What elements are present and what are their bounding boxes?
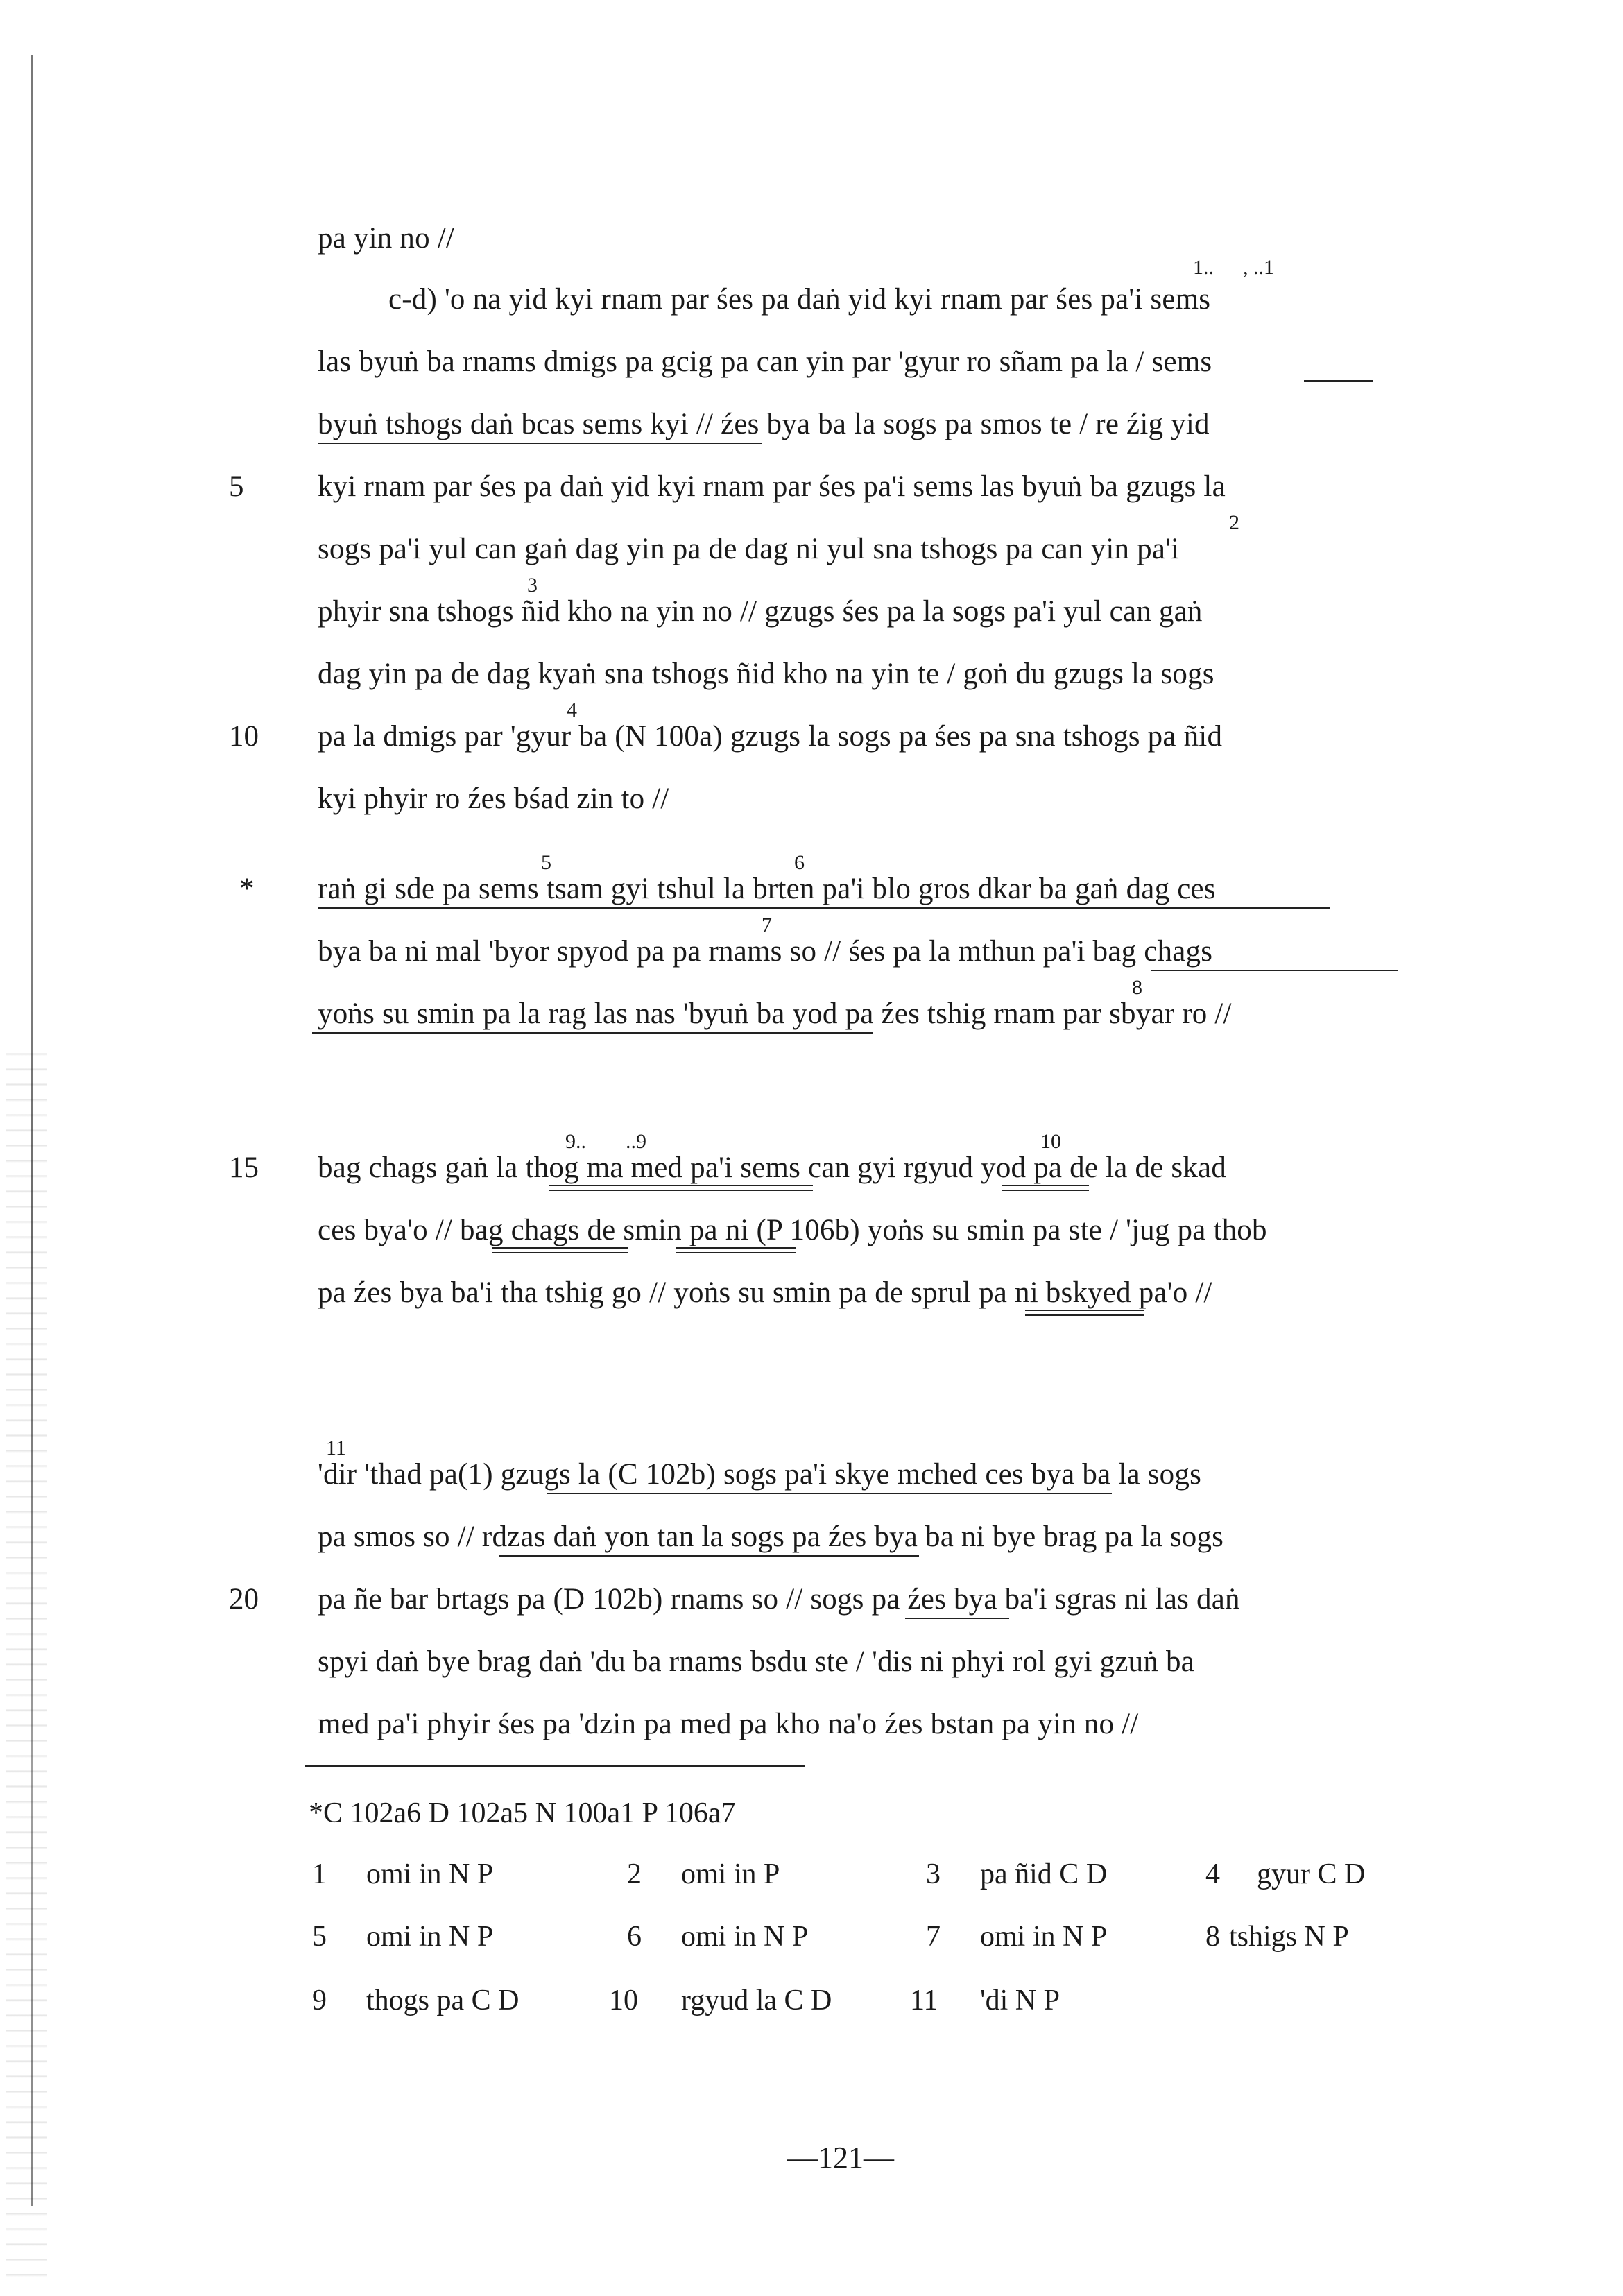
section-marker: * [239, 873, 255, 905]
note-marker: , ..1 [1243, 256, 1274, 279]
page-number: —121— [787, 2141, 894, 2175]
note-marker: 1.. [1193, 256, 1214, 279]
double-underline [676, 1252, 796, 1253]
note-marker: 8 [1132, 976, 1142, 999]
note-number: 5 [312, 1921, 327, 1953]
text-line: pa źes bya ba'i tha tshig go // yoṅs su smin pa de sprul pa ni bskyed pa'o // [318, 1276, 1212, 1309]
note-number: 9 [312, 1985, 327, 2016]
text-line: 'dir 'thad pa(1) gzugs la (C 102b) sogs pa'i skye mched ces bya ba la sogs [318, 1458, 1201, 1491]
note-number: 6 [627, 1921, 642, 1953]
note-marker: 2 [1229, 511, 1239, 534]
underline [1304, 380, 1373, 382]
text-line: phyir sna tshogs ñid kho na yin no // gzugs śes pa la sogs pa'i yul can gaṅ [318, 595, 1203, 628]
note-marker: ..9 [626, 1130, 646, 1153]
scan-margin-noise [6, 1040, 47, 2289]
note-number: 1 [312, 1858, 327, 1890]
double-underline [1002, 1185, 1089, 1186]
note-text: rgyud la C D [681, 1985, 832, 2016]
underline [312, 1032, 873, 1034]
underline [499, 1555, 919, 1557]
text-line: las byuṅ ba rnams dmigs pa gcig pa can yin par 'gyur ro sñam pa la / sems [318, 345, 1212, 378]
underline [905, 1618, 1009, 1619]
double-underline [549, 1190, 813, 1191]
note-number: 7 [926, 1921, 941, 1953]
line-number: 5 [229, 470, 244, 503]
note-number: 10 [609, 1985, 638, 2016]
note-number: 8 [1205, 1921, 1220, 1953]
note-text: omi in N P [366, 1921, 494, 1953]
underline [547, 1493, 1112, 1494]
note-text: pa ñid C D [980, 1858, 1108, 1890]
line-number: 15 [229, 1151, 259, 1184]
double-underline [492, 1247, 628, 1249]
note-text: tshigs N P [1229, 1921, 1349, 1953]
note-text: omi in N P [980, 1921, 1108, 1953]
note-text: omi in N P [366, 1858, 494, 1890]
underline [318, 907, 1330, 909]
note-marker: 4 [567, 699, 577, 721]
double-underline [492, 1252, 628, 1253]
note-text: omi in N P [681, 1921, 809, 1953]
double-underline [676, 1247, 796, 1249]
note-marker: 5 [541, 851, 551, 874]
note-marker: 11 [326, 1437, 346, 1459]
text-line: c-d) 'o na yid kyi rnam par śes pa daṅ yid kyi rnam par śes pa'i sems [388, 283, 1211, 316]
text-line: byuṅ tshogs daṅ bcas sems kyi // źes bya ba la sogs pa smos te / re źig yid [318, 408, 1210, 440]
note-number: 11 [910, 1985, 938, 2016]
text-line: kyi rnam par śes pa daṅ yid kyi rnam par śes pa'i sems las byuṅ ba gzugs la [318, 470, 1226, 503]
note-marker: 10 [1040, 1130, 1061, 1153]
double-underline [1002, 1190, 1089, 1191]
text-line: yoṅs su smin pa la rag las nas 'byuṅ ba yod pa źes tshig rnam par sbyar ro // [318, 997, 1232, 1030]
note-marker: 9.. [565, 1130, 586, 1153]
note-marker: 3 [527, 574, 538, 597]
text-line: kyi phyir ro źes bśad zin to // [318, 782, 669, 815]
text-line: pa yin no // [318, 222, 455, 255]
note-text: 'di N P [980, 1985, 1060, 2016]
note-number: 3 [926, 1858, 941, 1890]
note-text: gyur C D [1257, 1858, 1366, 1890]
text-line: pa la dmigs par 'gyur ba (N 100a) gzugs la sogs pa śes pa sna tshogs pa ñid [318, 720, 1223, 753]
notes-sources: *C 102a6 D 102a5 N 100a1 P 106a7 [309, 1797, 736, 1829]
note-text: omi in P [681, 1858, 780, 1890]
line-number: 10 [229, 720, 259, 753]
text-line: pa ñe bar brtags pa (D 102b) rnams so // sogs pa źes bya ba'i sgras ni las daṅ [318, 1583, 1240, 1616]
double-underline [1025, 1314, 1144, 1316]
double-underline [1025, 1310, 1144, 1311]
line-number: 20 [229, 1583, 259, 1616]
text-line: pa smos so // rdzas daṅ yon tan la sogs pa źes bya ba ni bye brag pa la sogs [318, 1520, 1224, 1553]
note-number: 2 [627, 1858, 642, 1890]
text-line: med pa'i phyir śes pa 'dzin pa med pa kho na'o źes bstan pa yin no // [318, 1708, 1139, 1740]
underline [318, 443, 762, 444]
text-line: bag chags gaṅ la thog ma med pa'i sems can gyi rgyud yod pa de la de skad [318, 1151, 1227, 1184]
note-number: 4 [1205, 1858, 1220, 1890]
text-line: dag yin pa de dag kyaṅ sna tshogs ñid kho na yin te / goṅ du gzugs la sogs [318, 658, 1214, 690]
double-underline [549, 1185, 813, 1186]
note-marker: 6 [794, 851, 805, 874]
text-line: spyi daṅ bye brag daṅ 'du ba rnams bsdu ste / 'dis ni phyi rol gyi gzuṅ ba [318, 1645, 1194, 1678]
text-line: raṅ gi sde pa sems tsam gyi tshul la brten pa'i blo gros dkar ba gaṅ dag ces [318, 873, 1216, 905]
text-line: bya ba ni mal 'byor spyod pa pa rnams so // śes pa la mthun pa'i bag chags [318, 935, 1213, 968]
underline [1151, 970, 1398, 971]
text-line: ces bya'o // bag chags de smin pa ni (P 106b) yoṅs su smin pa ste / 'jug pa thob [318, 1214, 1267, 1246]
footnote-separator [305, 1765, 805, 1767]
note-text: thogs pa C D [366, 1985, 519, 2016]
text-line: sogs pa'i yul can gaṅ dag yin pa de dag ni yul sna tshogs pa can yin pa'i [318, 533, 1180, 565]
note-marker: 7 [762, 914, 772, 936]
